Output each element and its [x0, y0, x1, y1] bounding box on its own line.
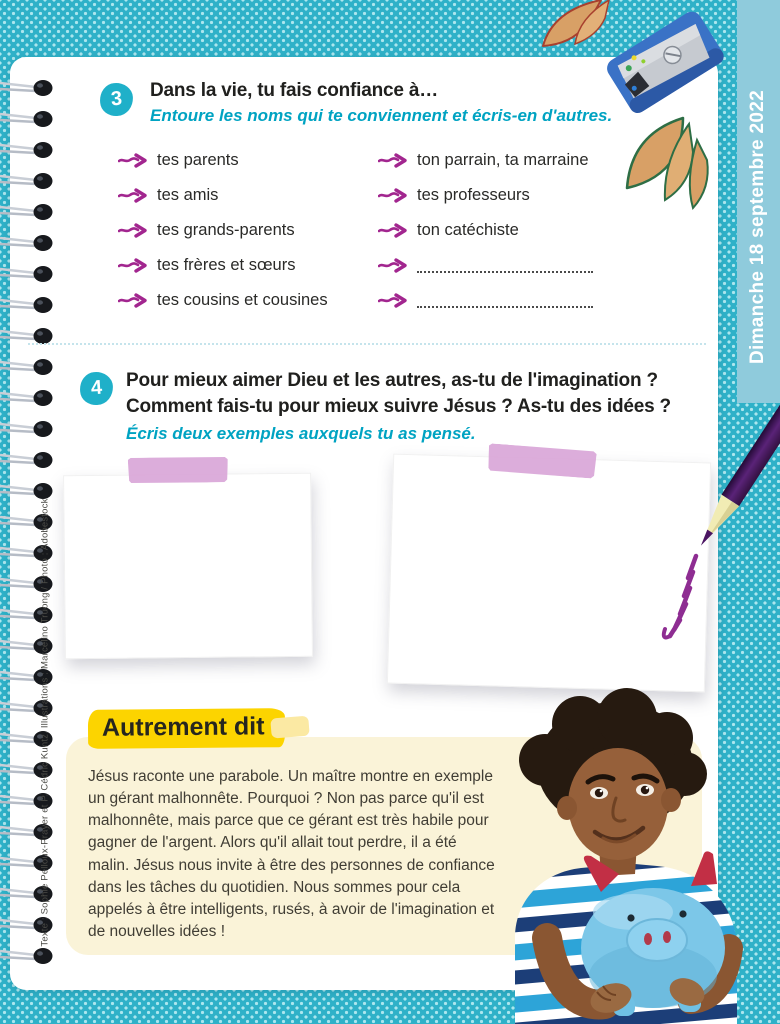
list-item-label: tes cousins et cousines: [157, 290, 328, 309]
pencil-scribble-icon: [670, 556, 696, 636]
section-3-title: Dans la vie, tu fais confiance à…: [150, 80, 439, 101]
washi-tape: [128, 456, 228, 484]
section-3-number: 3: [110, 87, 123, 111]
section-4-title-line1: Pour mieux aimer Dieu et les autres, as-tu de l'imagination ?: [126, 370, 658, 391]
list-item-blank: [378, 287, 593, 313]
write-in-blank-line: [417, 292, 593, 308]
pencil-icon: [692, 388, 780, 551]
list-item: [118, 252, 295, 278]
section-4-instruction: Écris deux exemples auxquels tu as pensé.: [126, 424, 476, 443]
list-item: [118, 147, 239, 173]
list-item: [118, 182, 218, 208]
arrow-icon: [118, 152, 148, 169]
section-4-number-badge: [79, 371, 114, 406]
callout-body: Jésus raconte une parabole. Un maître montre en exemple un gérant malhonnête. Pourquoi ? Non pas parce qu'il est malhonnête, mais parce que ce gérant est très habile pour gagner de l'argent. Alors qu'il allait tout perdre, il a été malin. Jésus nous invite à être des personnes de confiance dans les tâches du quotidien. Nous sommes pour cela appelés à être intelligents, rusés, à avoir de l'imagination et de nouvelles idées !: [88, 768, 495, 941]
answer-card-1: [63, 473, 313, 660]
sharpener-icon: [603, 8, 726, 116]
dotted-divider: [28, 343, 706, 345]
list-item: [378, 217, 519, 243]
arrow-icon: [118, 257, 148, 274]
arrow-icon: [118, 292, 148, 309]
list-item-label: ton catéchiste: [417, 220, 519, 239]
list-item-label: tes parents: [157, 150, 239, 169]
list-item: [118, 287, 328, 313]
arrow-icon: [378, 292, 408, 309]
pencil-sharpener-illustration: [523, 0, 738, 222]
pencil-scribble-icon: [664, 629, 670, 637]
callout-title: Autrement dit: [88, 708, 285, 749]
section-3-instruction: Entoure les noms qui te conviennent et écris-en d'autres.: [150, 106, 613, 125]
section-4-title-line2: Comment fais-tu pour mieux suivre Jésus ? As-tu des idées ?: [126, 396, 671, 417]
list-item-label: tes professeurs: [417, 185, 530, 204]
list-item-label: tes amis: [157, 185, 219, 204]
section-4-number: 4: [90, 376, 103, 400]
arrow-icon: [378, 152, 408, 169]
list-item-label: tes frères et sœurs: [157, 255, 296, 274]
list-item-label: ton parrain, ta marraine: [417, 150, 589, 169]
list-item: [118, 217, 295, 243]
arrow-icon: [378, 222, 408, 239]
boy-with-piggy-bank-photo: [485, 686, 780, 1024]
credits-text: Texte : Sophie Pelloux-Prayer et P. Cédric Kuntz. Illustrations : Marcelino Truong / Photo : Adobestock: [39, 498, 51, 947]
arrow-icon: [118, 187, 148, 204]
arrow-icon: [378, 187, 408, 204]
write-in-blank-line: [417, 257, 593, 273]
list-item-blank: [378, 252, 593, 278]
section-3-number-badge: [99, 82, 134, 117]
list-item: [378, 182, 530, 208]
purple-pencil-illustration: [630, 388, 780, 640]
date-banner-text: Dimanche 18 septembre 2022: [747, 90, 768, 364]
arrow-icon: [378, 257, 408, 274]
list-item-label: tes grands-parents: [157, 220, 295, 239]
arrow-icon: [118, 222, 148, 239]
